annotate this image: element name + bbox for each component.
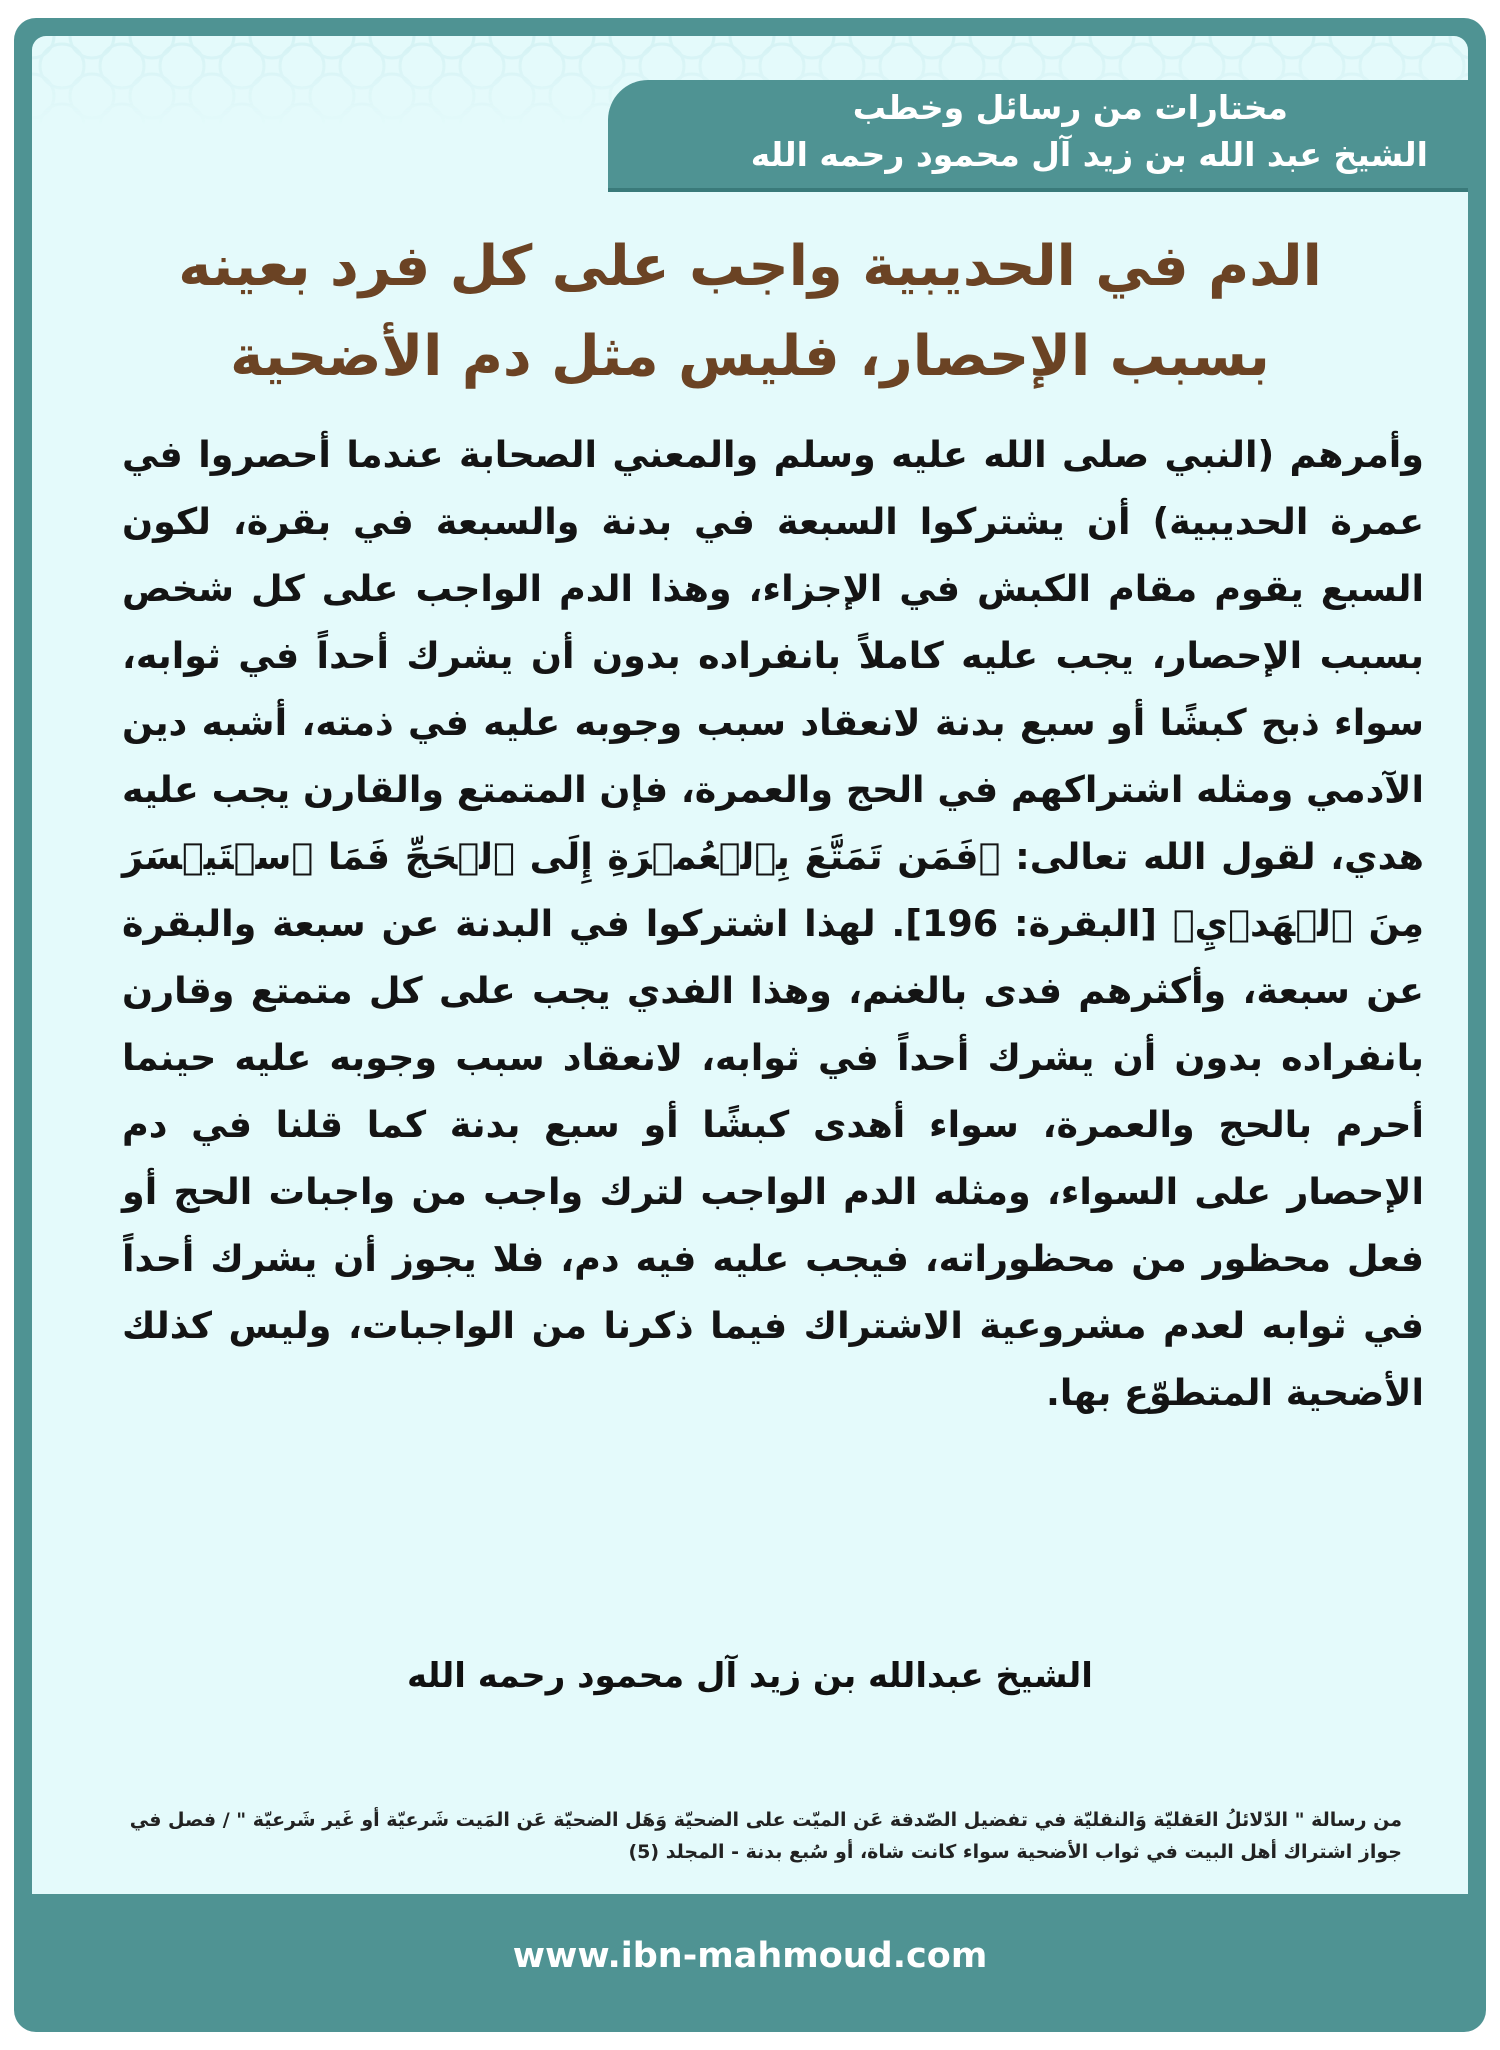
header-series-title: مختارات من رسائل وخطب: [852, 88, 1288, 127]
source-citation: من رسالة " الدّلائلُ العَقليّة وَالنقليّة في تفضيل الصّدقة عَن الميّت على الضحيّة وَهَل الضحيّة عَن المَيت شَرعيّة أو غَير شَرعيّة " / فصل في جواز اشتراك أهل البيت في ثواب الأضحية سواء كانت شاة، أو سُبع بدنة - المجلد (5): [129, 1809, 1402, 1863]
header-badge: [608, 80, 1468, 188]
article-body: وأمرهم (النبي صلى الله عليه وسلم والمعني الصحابة عندما أحصروا في عمرة الحديبية) أن يشتركوا السبعة في بدنة والسبعة في بقرة، لكون السبع يقوم مقام الكبش في الإجزاء، وهذا الدم الواجب على كل شخص بسبب الإحصار، يجب عليه كاملاً بانفراده بدون أن يشرك أحداً في ثوابه، سواء ذبح كبشًا أو سبع بدنة لانعقاد سبب وجوبه عليه في ذمته، أشبه دين الآدمي ومثله اشتراكهم في الحج والعمرة، فإن المتمتع والقارن يجب عليه هدي، لقول الله تعالى: ﴿فَمَن تَمَتَّعَ بِٱلۡعُمۡرَةِ إِلَى ٱلۡحَجِّ فَمَا ٱسۡتَيۡسَرَ مِنَ ٱلۡهَدۡيِ﴾ [البقرة: 196]. لهذا اشتركوا في البدنة عن سبعة والبقرة عن سبعة، وأكثرهم فدى بالغنم، وهذا الفدي يجب على كل متمتع وقارن بانفراده بدون أن يشرك أحداً في ثوابه، لانعقاد سبب وجوبه عليه حينما أحرم بالحج والعمرة، سواء أهدى كبشًا أو سبع بدنة كما قلنا في دم الإحصار على السواء، ومثله الدم الواجب لترك واجب من واجبات الحج أو فعل محظور من محظوراته، فيجب عليه فيه دم، فلا يجوز أن يشرك أحداً في ثوابه لعدم مشروعية الاشتراك فيما ذكرنا من الواجبات، وليس كذلك الأضحية المتطوّع بها.: [122, 433, 1425, 1414]
article-title: الدم في الحديبية واجب على كل فرد بعينه بسبب الإحصار، فليس مثل دم الأضحية: [178, 234, 1322, 389]
website-link[interactable]: www.ibn-mahmoud.com: [512, 1936, 988, 1976]
content-panel: [32, 36, 1468, 1894]
author-signature: الشيخ عبدالله بن زيد آل محمود رحمه الله: [407, 1656, 1093, 1696]
header-author: الشيخ عبد الله بن زيد آل محمود رحمه الله: [750, 135, 1428, 174]
